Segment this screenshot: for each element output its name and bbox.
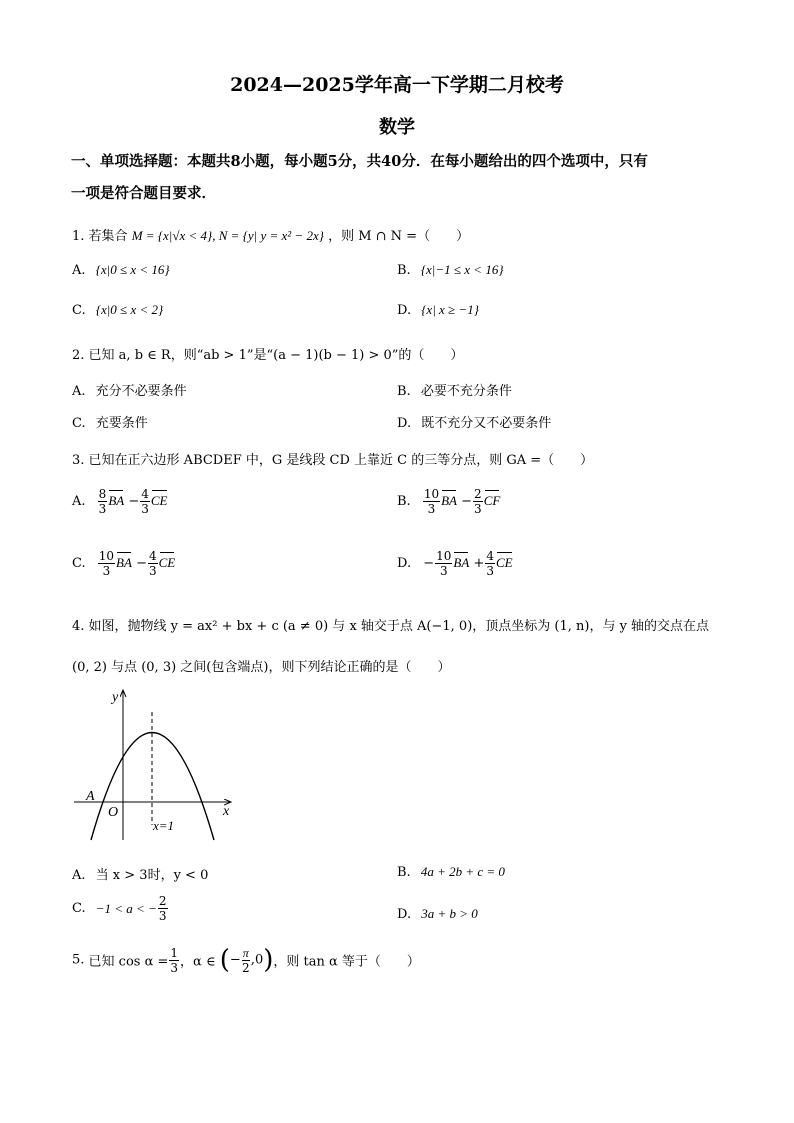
parabola-figure — [70, 685, 240, 845]
option-label: C. — [72, 303, 86, 318]
option-label: D. — [397, 907, 412, 922]
operator: + — [473, 556, 485, 571]
question-number: 3. — [72, 453, 85, 468]
question-number: 5. — [72, 952, 85, 968]
fraction: $\frac{1}{3}$ — [170, 945, 179, 975]
option-text: {x|−1 ≤ x < 16} — [420, 262, 504, 277]
fraction: $\frac{\pi}{2}$ — [241, 945, 250, 975]
q2-option-a[interactable] — [72, 380, 187, 399]
option-label: D. — [397, 303, 412, 318]
option-label: B. — [397, 384, 411, 399]
operator: − — [128, 494, 140, 509]
q2-option-c[interactable] — [72, 412, 148, 431]
option-label: D. — [397, 416, 412, 431]
question-text: ，则 M ∩ N =（ ） — [328, 229, 470, 244]
point-a-label: A — [86, 789, 95, 804]
fraction: $\frac{10}{3}$ — [98, 549, 115, 578]
question-text: 已知在正六边形 ABCDEF 中，G 是线段 CD 上靠近 C 的三等分点，则 GA =（ ） — [88, 453, 594, 468]
question-2 — [72, 344, 463, 363]
fraction: $\frac{10}{3}$ — [436, 549, 452, 578]
symmetry-axis-label: x=1 — [153, 818, 175, 833]
vector: CF — [483, 493, 501, 508]
q3-option-a[interactable] — [72, 488, 168, 515]
question-text: ，则 tan α 等于（ ） — [273, 954, 420, 970]
option-label: B. — [397, 865, 411, 880]
q4-option-b[interactable] — [397, 864, 505, 880]
q2-option-d[interactable] — [397, 412, 551, 431]
question-text: 已知 a, b ∈ R，则“ab > 1”是“(a − 1)(b − 1) > 0”的（ ） — [88, 348, 464, 363]
q3-option-d[interactable] — [397, 550, 513, 577]
vector: BA — [116, 555, 132, 570]
option-text: 4a + 2b + c = 0 — [420, 864, 505, 879]
option-text: 充分不必要条件 — [95, 384, 187, 399]
option-label: C. — [72, 901, 86, 916]
left-paren: ( — [219, 945, 230, 975]
question-text: 如图，抛物线 y = ax² + bx + c (a ≠ 0) 与 x 轴交于点 A(−1, 0)，顶点坐标为 (1, n)，与 y 轴的交点在点 — [88, 619, 710, 634]
option-text: {x|0 ≤ x < 2} — [95, 302, 164, 317]
option-text: 充要条件 — [95, 416, 148, 431]
q3-option-b[interactable] — [397, 488, 500, 515]
option-text: {x| x ≥ −1} — [421, 302, 479, 317]
option-text: −1 < a < − — [95, 900, 157, 916]
option-text: 3a + b > 0 — [421, 906, 478, 921]
option-label: B. — [397, 263, 411, 278]
option-label: B. — [397, 494, 411, 509]
interval-end: ,0 — [250, 952, 264, 968]
q4-option-a[interactable] — [72, 864, 208, 883]
question-1 — [72, 225, 469, 244]
operator: − — [423, 556, 435, 571]
option-label: A. — [72, 494, 86, 509]
q3-option-c[interactable] — [72, 550, 175, 577]
option-text: 既不充分又不必要条件 — [421, 416, 552, 431]
section-heading-line1: 一、单项选择题：本题共8小题，每小题5分，共40分．在每小题给出的四个选项中，只有 — [71, 153, 648, 170]
operator: − — [461, 494, 473, 509]
fraction: $\frac{4}{3}$ — [148, 549, 157, 578]
vector: CE — [150, 493, 168, 508]
exam-title: 2024—2025学年高一下学期二月校考 — [230, 74, 564, 96]
section-heading-line2: 一项是符合题目要求． — [71, 185, 216, 202]
question-4-line1 — [72, 615, 709, 634]
option-text: {x|0 ≤ x < 16} — [95, 262, 170, 277]
question-5 — [72, 945, 420, 975]
q4-option-d[interactable] — [397, 906, 478, 922]
q1-option-b[interactable] — [397, 262, 504, 278]
vector: CE — [158, 555, 176, 570]
origin-label: O — [108, 805, 119, 820]
subject-title: 数学 — [379, 117, 415, 138]
q1-option-c[interactable] — [72, 302, 163, 318]
x-axis-label: x — [223, 804, 230, 819]
question-text: 若集合 — [88, 229, 128, 244]
fraction: $\frac{8}{3}$ — [98, 487, 107, 516]
question-number: 4. — [72, 619, 85, 634]
question-number: 2. — [72, 348, 85, 363]
q2-option-b[interactable] — [397, 380, 512, 399]
question-4-line2: (0, 2) 与点 (0, 3) 之间(包含端点)，则下列结论正确的是（ ） — [72, 660, 451, 675]
set-definition: M = {x|√x < 4}, N = {y| y = x² − 2x} — [131, 228, 324, 243]
right-paren: ) — [263, 945, 274, 975]
fraction: $\frac{2}{3}$ — [474, 487, 482, 516]
question-number: 1. — [72, 229, 85, 244]
question-3 — [72, 449, 593, 468]
question-text: 已知 cos α = — [88, 954, 169, 970]
option-label: C. — [72, 416, 86, 431]
question-text: ，α ∈ — [180, 954, 216, 970]
option-label: A. — [72, 384, 86, 399]
q1-option-d[interactable] — [397, 302, 479, 318]
operator: − — [136, 556, 147, 571]
option-label: A. — [72, 868, 86, 883]
option-label: C. — [72, 556, 86, 571]
q1-option-a[interactable] — [72, 262, 170, 278]
fraction: $\frac{10}{3}$ — [423, 487, 440, 516]
option-text: 当 x > 3时，y < 0 — [95, 868, 209, 883]
vector: BA — [453, 555, 470, 570]
y-axis-label: y — [112, 690, 119, 705]
option-label: D. — [397, 556, 412, 571]
fraction: $\frac{4}{3}$ — [486, 549, 494, 578]
fraction: $\frac{4}{3}$ — [141, 487, 149, 516]
fraction: $\frac{2}{3}$ — [158, 894, 167, 923]
option-text: 必要不充分条件 — [420, 384, 512, 399]
minus-sign: − — [229, 952, 241, 968]
vector: BA — [108, 493, 125, 508]
vector: BA — [441, 493, 457, 508]
option-label: A. — [72, 263, 86, 278]
q4-option-c[interactable] — [72, 895, 169, 922]
vector: CE — [496, 555, 513, 570]
